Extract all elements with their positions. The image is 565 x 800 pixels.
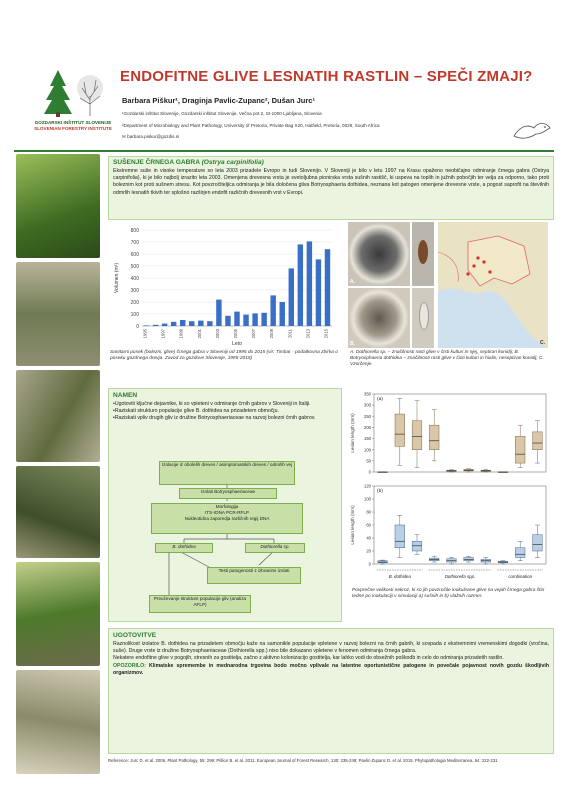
aims-section <box>108 388 342 622</box>
y-tick-label: 0 <box>368 561 371 567</box>
aims-heading: NAMEN <box>113 392 138 399</box>
intro-heading-latin: (Ostrya carpinifolia) <box>201 159 264 166</box>
flow-b-dothidea: B. dothidea <box>155 543 213 553</box>
logo-caption <box>28 120 118 132</box>
photo-caption: A. Dothiorella sp. – značilnosti rasti glive v čisti kulturi in njej, septiran konidij; B. Botryosphaeria dothidea – značilnosti rasti glive v čisti kulturi in hialin, neseptiran konidij; C. Vzorčenje. <box>350 350 544 368</box>
aims-item-text: Raziskati vpliv drugih gliv iz družine Botryosphaeriaceae na razvoj bolezni črnih gabrov. <box>114 415 316 421</box>
y-tick-label: 150 <box>364 436 371 442</box>
bar-2010 <box>280 302 285 326</box>
bar-2011 <box>289 268 294 326</box>
bar-2000 <box>189 321 194 326</box>
bar-1997 <box>162 324 167 326</box>
boxplot-caption: Povprečne velikosti nekroz, ki so jih povzročile inokulirane glive na vejah črnega gabra štiri tedne po inokulaciji v simulaciji a) sušnih in b) vlažnih razmer. <box>352 588 545 600</box>
x-tick-label: 2003 <box>214 329 220 339</box>
box-iqr <box>412 421 422 450</box>
warning-text: Klimatske spremembe in mednarodna trgovina bodo močno vplivale na latentne oportunistične patogene in povečale pojavnost novih gozdu škodljivih organizmov. <box>113 662 549 676</box>
bar-1999 <box>180 320 185 326</box>
box-iqr <box>533 535 543 551</box>
box-iqr <box>464 558 474 561</box>
box-iqr <box>447 559 457 562</box>
photo-label-c: C. <box>540 340 545 346</box>
bar-2006 <box>243 315 248 326</box>
bar-2015 <box>325 249 330 326</box>
bar-2009 <box>270 295 275 326</box>
bar-2003 <box>216 300 221 326</box>
author-list: Barbara Piškur¹, Draginja Pavlic-Zupanc², Dušan Jurc¹ <box>122 96 315 105</box>
aims-item-text: Raziskati strukturo populacije glive B. dothidea na prizadetem območju. <box>114 408 279 414</box>
y-tick-label: 0 <box>368 469 371 475</box>
x-tick-label: 1995 <box>142 329 148 339</box>
header-divider <box>14 150 554 152</box>
box-iqr <box>429 425 439 450</box>
y-tick-label: 120 <box>364 483 371 489</box>
y-tick-label: 80 <box>366 509 371 515</box>
y-tick-label: 50 <box>366 458 371 464</box>
y-tick-label: 300 <box>130 287 139 294</box>
bar-2007 <box>252 313 257 326</box>
y-axis-label: Lesion length (mm) <box>350 413 355 453</box>
felling-bar-chart <box>108 222 338 348</box>
lesion-boxplots <box>346 388 552 584</box>
x-tick-label: 2001 <box>196 329 202 339</box>
y-tick-label: 600 <box>130 251 139 258</box>
y-tick-label: 100 <box>130 311 139 318</box>
bar-2012 <box>298 244 303 326</box>
conclusions-heading: UGOTOVITVE <box>113 632 157 639</box>
y-tick-label: 60 <box>366 522 371 528</box>
x-tick-label: 2009 <box>269 329 275 339</box>
affiliation-1: ¹Gozdarski inštitut Slovenije, Gozdarski inštitut Slovenije, Večna pot 2, SI-1000 Ljubljana, Slovenia <box>122 111 322 116</box>
bar-2005 <box>234 312 239 326</box>
aims-item: •Raziskati vpliv drugih gliv iz družine Botryosphaeriaceae na razvoj bolezni črnih gabrov. <box>113 415 316 421</box>
tree-photo-3 <box>16 370 100 462</box>
tree-photo-5 <box>16 562 100 666</box>
tree-photo-4 <box>16 466 100 558</box>
box-iqr <box>533 432 543 450</box>
bar-1995 <box>144 325 149 326</box>
y-tick-label: 250 <box>364 413 371 419</box>
aims-item: •Ugotoviti ključne dejavnike, ki so vpleteni v odmiranje črnih gabrov v Sloveniji in Italiji. <box>113 401 311 407</box>
conidium-a <box>412 222 434 286</box>
y-tick-label: 500 <box>130 263 139 270</box>
intro-heading <box>113 159 264 166</box>
y-tick-label: 0 <box>136 323 139 330</box>
culture-photo-a <box>348 222 410 286</box>
affiliation-2: ²Department of Microbiology and Plant Pathology, University of Pretoria, Private Bag X20, Hatfield, Pretoria, 0028, South Africa <box>122 123 380 128</box>
x-tick-label: 1999 <box>178 329 184 339</box>
aims-item: •Raziskati strukturo populacije glive B. dothidea na prizadetem območju. <box>113 408 279 414</box>
tree-photo-1 <box>16 154 100 258</box>
box-1 <box>378 472 388 473</box>
conclusions-body <box>113 641 549 677</box>
sampling-map <box>438 222 548 348</box>
y-tick-label: 100 <box>364 496 371 502</box>
conidium-b <box>412 288 434 348</box>
box-8 <box>498 472 508 473</box>
bar-2002 <box>207 321 212 326</box>
culture-photos <box>348 222 548 348</box>
y-tick-label: 200 <box>130 299 139 306</box>
x-tick-label: 2005 <box>233 329 238 339</box>
y-tick-label: 200 <box>364 425 371 431</box>
box-iqr <box>515 436 525 463</box>
y-axis-label: Volumen (m³) <box>114 262 120 294</box>
group-label: B. dothidea <box>388 574 411 579</box>
chart-caption: Sanitarni posek (bolezni, glive) črnega gabra v Sloveniji od 1995 do 2015 (vir: Timbar - podatkovna zbirka o poseku gozdnega drevja. Zavod za gozdove Slovenije, 1995-2015) <box>110 350 338 362</box>
photo-label-a: A. <box>350 279 355 285</box>
photo-label-b: B. <box>350 341 355 347</box>
flow-isolation: Izolacije iz obolelih dreves / asimptomatskih dreves / odmrlih vej <box>159 461 295 485</box>
bar-2008 <box>261 313 266 326</box>
tree-photo-2 <box>16 262 100 366</box>
x-axis-label: Leto <box>232 341 242 347</box>
bar-2004 <box>225 316 230 326</box>
conclusions-section <box>108 628 554 754</box>
conclusions-p1: Raznolikost izolatov B. dothidea na prizadetem območju kaže na samonikle populacije vpletene v razvoj bolezni na črnih gabrih, ki sovpada z ekstremnimi vremenskimi dogodki (vročina, suše). Druge vrste iz družine Botryosphaeriaceae (Dothiorella spp.) niso bile dokazano vpletene v fenomen odmiranja črnega gabra. <box>113 641 549 655</box>
y-tick-label: 800 <box>130 227 139 234</box>
box-iqr <box>395 414 405 446</box>
intro-section <box>108 156 554 220</box>
y-tick-label: 100 <box>364 447 371 453</box>
y-tick-label: 400 <box>130 275 139 282</box>
mail-icon: ✉ <box>122 134 126 139</box>
logo-line-1: GOZDARSKI INŠTITUT SLOVENIJE <box>34 120 112 125</box>
x-tick-label: 1997 <box>160 329 166 339</box>
institute-logo <box>38 66 110 118</box>
x-tick-label: 2007 <box>251 329 257 339</box>
felling-chart <box>108 222 338 348</box>
box-iqr <box>395 525 405 548</box>
flow-isolates: Izolati Botryosphaeriaceae <box>179 488 277 499</box>
dragon-sketch <box>512 118 552 142</box>
box-iqr <box>378 561 388 563</box>
bar-1998 <box>171 322 176 326</box>
flow-dothiorella: Dothiorella sp. <box>245 543 305 553</box>
flow-pathogenicity: Testi patogenosti z izbranimi izolati <box>207 567 301 584</box>
references: Reference: Jurc D. et al. 2006. Plant Pathology, 55: 299; Piškur B. et al. 2011. European Journal of Forest Research, 130: 235-249; Pavlic-Zupanc D. et al. 2015. Phytopathologia Mediterranea, 54: 222-231 <box>108 758 498 763</box>
logo-line-2: SLOVENIAN FORESTRY INSTITUTE <box>34 126 112 131</box>
y-tick-label: 700 <box>130 239 139 246</box>
x-tick-label: 2011 <box>287 329 293 339</box>
group-label: combination <box>508 574 533 579</box>
intro-text: Ekstremne suše in visoke temperature so leta 2003 prizadele Evropo in tudi Slovenijo. V Sloveniji je bilo v letu 1997 na Krasu opaženo neobičajno odmiranje črnega gabra (Ostrya carpinifolia), ki je bilo najbolj izrazito leta 2003. Omenjena drevesna vrsta je svetoljubna pionirska vrsta sušnih rastišč, ki uspeva na toplih in južnih pobočjih ter velja za odporno, tako proti boleznim kot proti sušnem stresu. Kot povzročiteljica odmiranja je bila določena gliva Botryosphaeria dothidea, neznana kot patogen omenjene drevesne vrste, a pogost saprofit na številnih odmrlih lesnatih tkivih ter splošno razširjen endofit različnih drevesnih vrst v Evropi. <box>113 168 549 196</box>
photo-strip <box>16 154 100 774</box>
flow-methods: Morfologija ITS-rDNA PCR-RFLP Nukleotidna zaporedja različnih regij DNA <box>151 503 303 534</box>
intro-heading-text: SUŠENJE ČRNEGA GABRA <box>113 159 200 166</box>
lesion-boxplot-chart <box>346 388 552 584</box>
aims-item-text: Ugotoviti ključne dejavnike, ki so vpleteni v odmiranje črnih gabrov v Sloveniji in Italiji. <box>114 401 311 407</box>
email-text: barbara.piskur@gozdis.si <box>127 134 180 139</box>
y-tick-label: 40 <box>366 535 371 541</box>
box-iqr <box>515 548 525 558</box>
y-tick-label: 20 <box>366 548 371 554</box>
x-tick-label: 2013 <box>305 329 311 339</box>
panel-label: (a) <box>377 397 383 402</box>
conclusions-p2: Nekatere endofitne glive v pogojih, stresnih za gostitelja, začno z aktivno kolonizacijo gostitelja, kar lahko vodi do obsežnih poškodb in celo do odmiranja prizadetih rastlin. <box>113 655 504 662</box>
panel-label: (b) <box>377 489 383 494</box>
bar-1996 <box>153 325 158 326</box>
bar-2013 <box>307 241 312 326</box>
y-tick-label: 350 <box>364 391 371 397</box>
flow-population: Preučevanje strukture populacije gliv (analiza AFLP) <box>149 595 251 613</box>
conidium-a-shape <box>418 240 428 264</box>
bar-2001 <box>198 321 203 326</box>
conclusions-p3 <box>113 663 549 677</box>
conidium-b-shape <box>419 302 429 330</box>
x-tick-label: 2015 <box>323 329 329 339</box>
group-label: Dothiorella spp. <box>444 574 476 579</box>
poster-title: ENDOFITNE GLIVE LESNATIH RASTLIN – SPEČI ZMAJI? <box>120 68 533 85</box>
culture-photo-b <box>348 288 410 348</box>
contact-email <box>122 134 179 140</box>
tree-photo-6 <box>16 670 100 774</box>
bar-2014 <box>316 259 321 326</box>
warning-label: OPOZORILO: <box>113 662 146 669</box>
y-tick-label: 300 <box>364 402 371 408</box>
box-iqr <box>412 541 422 551</box>
y-axis-label: Lesion length (mm) <box>350 505 355 545</box>
